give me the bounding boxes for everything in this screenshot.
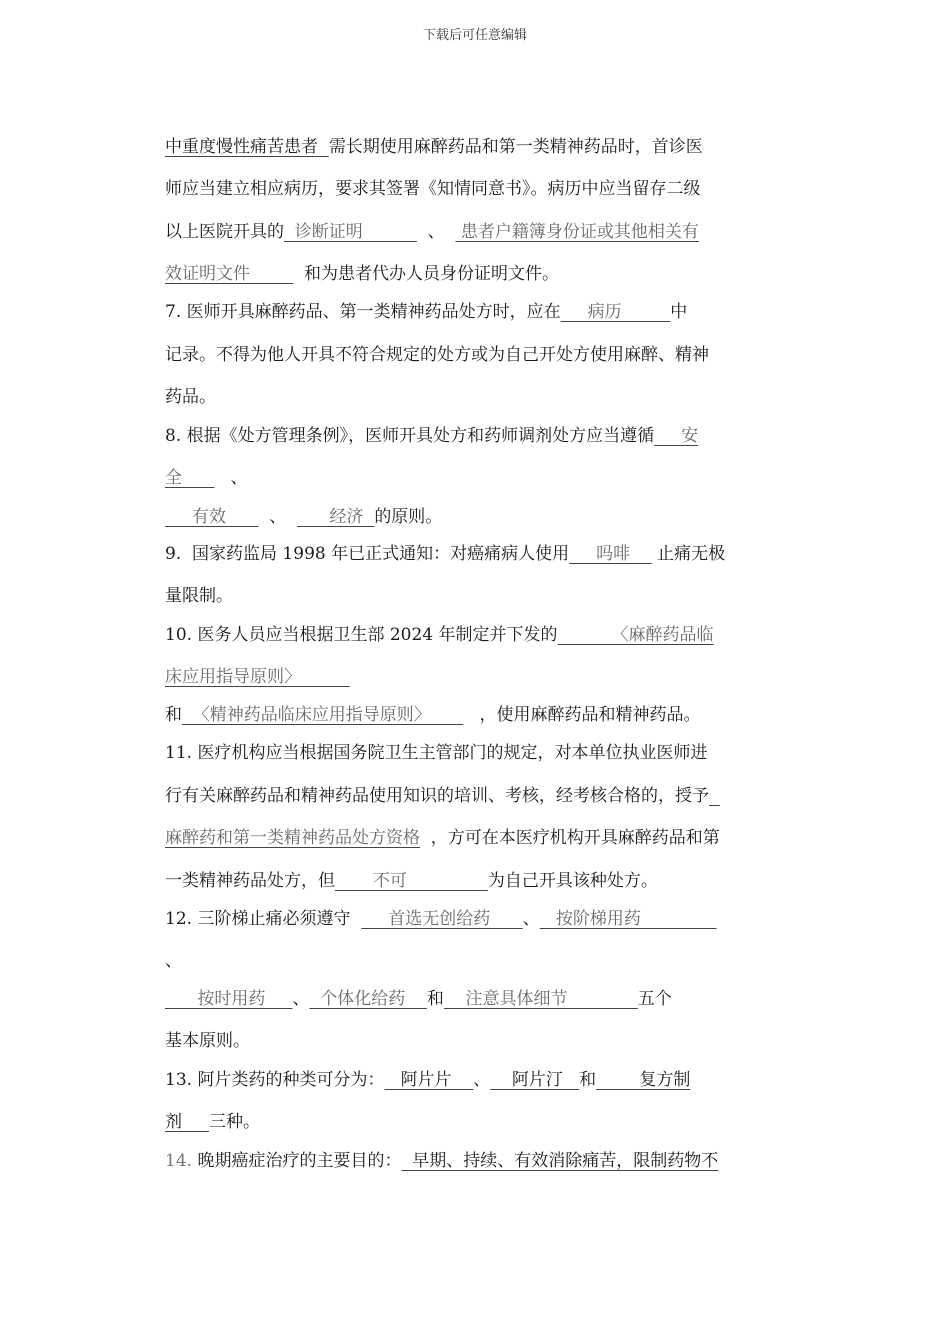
text-line (165, 386, 216, 408)
line-text: 、 (416, 222, 456, 242)
line-text: 11. 医疗机构应当根据国务院卫生主管部门的规定，对本单位执业医师进 (165, 743, 708, 763)
answer-blank: 有效 (165, 507, 259, 527)
line-text: 7. 医师开具麻醉药品、第一类精神药品处方时，应在 (165, 302, 561, 322)
line-text: 为自己开具该种处方。 (487, 871, 658, 891)
answer-blank: 〈精神药品临床应用指导原则〉 (182, 705, 464, 725)
line-text: 行有关麻醉药品和精神药品使用知识的培训、考核，经考核合格的，授予 (165, 786, 709, 806)
text-line (165, 136, 703, 158)
text-line (165, 624, 714, 646)
text-line (165, 870, 658, 892)
text-line (165, 585, 233, 607)
line-text: 13. 阿片类药的种类可分为： (165, 1070, 385, 1090)
answer-blank: 复方制 (596, 1070, 691, 1090)
text-line (165, 704, 700, 726)
answer-blank: 注意具体细节 (443, 989, 638, 1009)
line-text: 需长期使用麻醉药品和第一类精神药品时，首诊医 (328, 137, 703, 157)
text-line (165, 301, 687, 323)
answer-blank: 效证明文件 (165, 264, 294, 284)
answer-blank: 病历 (560, 302, 671, 322)
line-text: 、 (292, 989, 310, 1009)
text-line (165, 543, 725, 565)
answer-blank: 首选无创给药 (361, 909, 523, 929)
line-text: 一类精神药品处方，但 (165, 871, 335, 891)
line-text: 、 (258, 507, 298, 527)
line-text: 和 (426, 989, 444, 1009)
line-text: 9. 国家药监局 1998 年已正式通知：对癌痛病人使用 (165, 544, 570, 564)
answer-blank: 全 (165, 468, 215, 488)
answer-blank: 阿片片 (384, 1070, 474, 1090)
answer-blank: 中重度慢性痛苦患者 (165, 137, 318, 157)
text-line (165, 1111, 260, 1133)
text-line (165, 908, 717, 930)
answer-blank: 早期、持续、有效消除痛苦，限制药物不 (401, 1151, 719, 1171)
answer-blank (709, 786, 720, 806)
answer-blank: 按阶梯用药 (539, 909, 717, 929)
line-text: 基本原则。 (165, 1031, 250, 1051)
line-text: 药品。 (165, 387, 216, 407)
line-text: ，使用麻醉药品和精神药品。 (463, 705, 701, 725)
text-line (165, 425, 698, 447)
text-line (165, 263, 559, 285)
line-text: 、 (522, 909, 540, 929)
line-text: 和 (165, 705, 182, 725)
answer-blank: 经济 (297, 507, 375, 527)
line-text: 12. 三阶梯止痛必须遵守 (165, 909, 362, 929)
answer-blank: 床应用指导原则〉 (165, 667, 350, 687)
text-line (165, 742, 707, 764)
line-text: 10. 医务人员应当根据卫生部 2024 年制定并下发的 (165, 625, 558, 645)
answer-blank: 个体化给药 (309, 989, 427, 1009)
answer-blank: 剂 (165, 1112, 210, 1132)
text-line (165, 1150, 718, 1172)
line-text: 以上医院开具的 (165, 222, 284, 242)
line-text: 、 (214, 468, 248, 488)
answer-blank: 阿片汀 (490, 1070, 580, 1090)
line-text: 的原则。 (374, 507, 443, 527)
answer-blank: 患者户籍簿身份证或其他相关有 (455, 222, 699, 242)
text-line (165, 178, 701, 200)
line-text: 记录。不得为他人开具不符合规定的处方或为自己开处方使用麻醉、精神 (165, 345, 709, 365)
text-line (165, 988, 672, 1010)
answer-blank: 诊断证明 (284, 222, 417, 242)
text-line (165, 344, 709, 366)
question-number: 14. (165, 1151, 193, 1171)
line-text: 师应当建立相应病历，要求其签署《知情同意书》。病历中应当留存二级 (165, 179, 701, 199)
line-text: 和为患者代办人员身份证明文件。 (293, 264, 560, 284)
line-text: ，方可在本医疗机构开具麻醉药品和第 (420, 828, 720, 848)
line-text: 三种。 (209, 1112, 261, 1132)
text-line (165, 506, 442, 528)
text-line (165, 785, 720, 807)
text-line (165, 827, 720, 849)
line-text: 8. 根据《处方管理条例》，医师开具处方和药师调剂处方应当遵循 (165, 426, 655, 446)
text-line (165, 950, 182, 972)
text-line (165, 467, 248, 489)
line-text: 中 (670, 302, 688, 322)
text-line (165, 1069, 690, 1091)
text-line (165, 666, 350, 688)
line-text: 和 (579, 1070, 597, 1090)
line-text: 止痛无极 (651, 544, 726, 564)
line-text: 晚期癌症治疗的主要目的： (192, 1151, 402, 1171)
line-text: 量限制。 (165, 586, 233, 606)
line-text: 、 (473, 1070, 491, 1090)
text-line (165, 1030, 250, 1052)
answer-blank: 不可 (335, 871, 488, 891)
answer-blank-padding (318, 137, 329, 157)
page-header: 下载后可任意编辑 (422, 28, 527, 43)
answer-blank: 按时用药 (165, 989, 293, 1009)
text-line (165, 221, 699, 243)
answer-blank: 〈麻醉药品临 (557, 625, 714, 645)
answer-blank: 麻醉药和第一类精神药品处方资格 (165, 828, 420, 848)
answer-blank: 安 (654, 426, 699, 446)
line-text: 五个 (637, 989, 672, 1009)
answer-blank: 吗啡 (569, 544, 652, 564)
line-text: 、 (165, 951, 182, 971)
